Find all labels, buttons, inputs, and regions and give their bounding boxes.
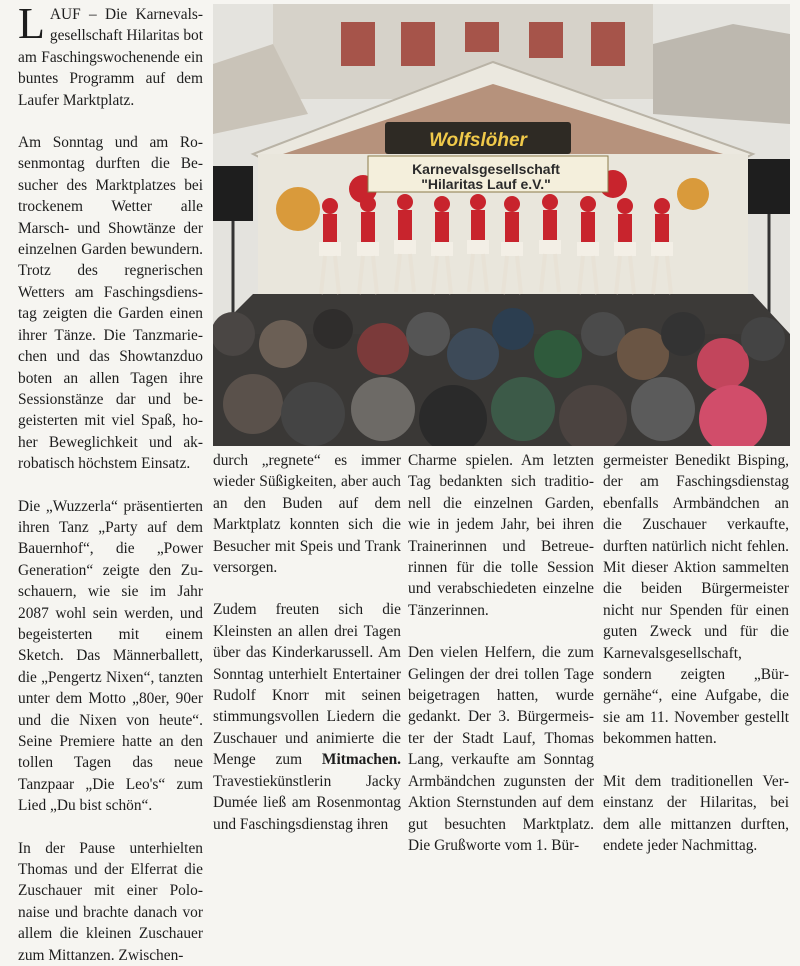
article-paragraph: Charme spielen. Am letzten Tag bedankten sich traditionell die einzelnen Garden, wie in jedem Jahr, bei ihren Trainerinnen und Betreuerinnen für die tolle Session und verabschiedeten einzelne Tänzerinnen. xyxy=(408,452,594,619)
article-column-2 xyxy=(213,450,401,835)
article-paragraph: Am Sonntag und am Rosenmontag durften die Besucher des Marktplatzes bei trockenem Wetter alle Marsch- und Showtänze der einzelnen Garden bewundern. Trotz des regnerischen Wetters am Faschingsdienstag zeigten die Garden einen ihrer Tänze. Die Tanzmariechen und das Showtanzduo boten an allen Tagen ihre Sessionstänze dar und begeisterten mit viel Spaß, hoher Beweglichkeit und akrobatisch höchstem Einsatz. xyxy=(18,134,203,473)
article-column-4 xyxy=(603,450,789,856)
article-paragraph: Zudem freuten sich die Kleinsten an allen drei Tagen über das Kinderkarussell. Am Sonntag unterhielt Entertainer Rudolf Knorr mit seinen stimmungsvollen Liedern die Zuschauer und animierte die Menge zum Mitmachen. Travestiekünstlerin Jacky Dumée ließ am Rosenmontag und Faschingsdienstag ihren xyxy=(213,601,401,833)
article-column-1 xyxy=(18,0,203,966)
lead-paragraph: LAUF – Die Karnevalsgesellschaft Hilaritas bot am Faschingswochenende ein buntes Programm auf dem Laufer Marktplatz. xyxy=(18,0,203,109)
article-paragraph: germeister Benedikt Bisping, der am Faschingsdienstag ebenfalls Armbändchen an die Zuschauer verkaufte, durften natürlich nicht fehlen. Mit dieser Aktion sammelten die beiden Bürgermeister nicht nur Spenden für einen guten Zweck und für die Karnevalsgesellschaft, sondern zeigten „Bürgernähe“, eine Aufgabe, die sie am 11. November gestellt bekommen hatten. xyxy=(603,452,789,748)
sponsor-banner: Wolfslöher xyxy=(429,130,527,151)
article-paragraph: durch „regnete“ es immer wieder Süßigkeiten, aber auch an den Buden auf dem Marktplatz konnten sich die Besucher mit Speis und Trank versorgen. xyxy=(213,452,401,577)
club-banner-line-1: Karnevalsgesellschaft xyxy=(412,161,560,177)
article-paragraph: Den vielen Helfern, die zum Gelingen der drei tollen Tage beigetragen hatten, wurde gedankt. Der 3. Bürgermeister der Stadt Lauf, Thomas Lang, verkaufte am Sonntag Armbändchen zugunsten der Aktion Sternstunden auf dem gut besuchten Marktplatz. Die Grußworte vom 1. Bür- xyxy=(408,644,594,854)
club-banner-line-2: "Hilaritas Lauf e.V." xyxy=(421,176,551,192)
drop-cap: L xyxy=(18,0,45,48)
stage-photo-illustration xyxy=(213,4,790,446)
article-paragraph: Mit dem traditionellen Vereinstanz der Hilaritas, bei dem alle mittanzen durften, endete jeder Nachmittag. xyxy=(603,772,789,854)
club-banner xyxy=(371,162,601,192)
article-paragraph: Die „Wuzzerla“ präsentierten ihren Tanz „Party auf dem Bauernhof“, die „Power Generation“ zeigte den Zuschauern, wie sie im Jahr 2087 wohl sein werden, und begeisterten mit einem Sketch. Das Männerballett, die „Pengertz Nixen“, tanzten unter dem Motto „80er, 90er und die Nixen von heute“. Seine Premiere hatte an den tollen Tagen das neue Tanzpaar „Die Leo's“ zum Lied „Du bist schön“. xyxy=(18,497,203,815)
article-column-3 xyxy=(408,450,594,856)
article-paragraph: In der Pause unterhielten Thomas und der Elferrat die Zuschauer mit einer Polonaise und brachte danach vor allem die kleinen Zuschauer zum Mittanzen. Zwischen- xyxy=(18,839,203,964)
event-photo xyxy=(213,4,790,446)
